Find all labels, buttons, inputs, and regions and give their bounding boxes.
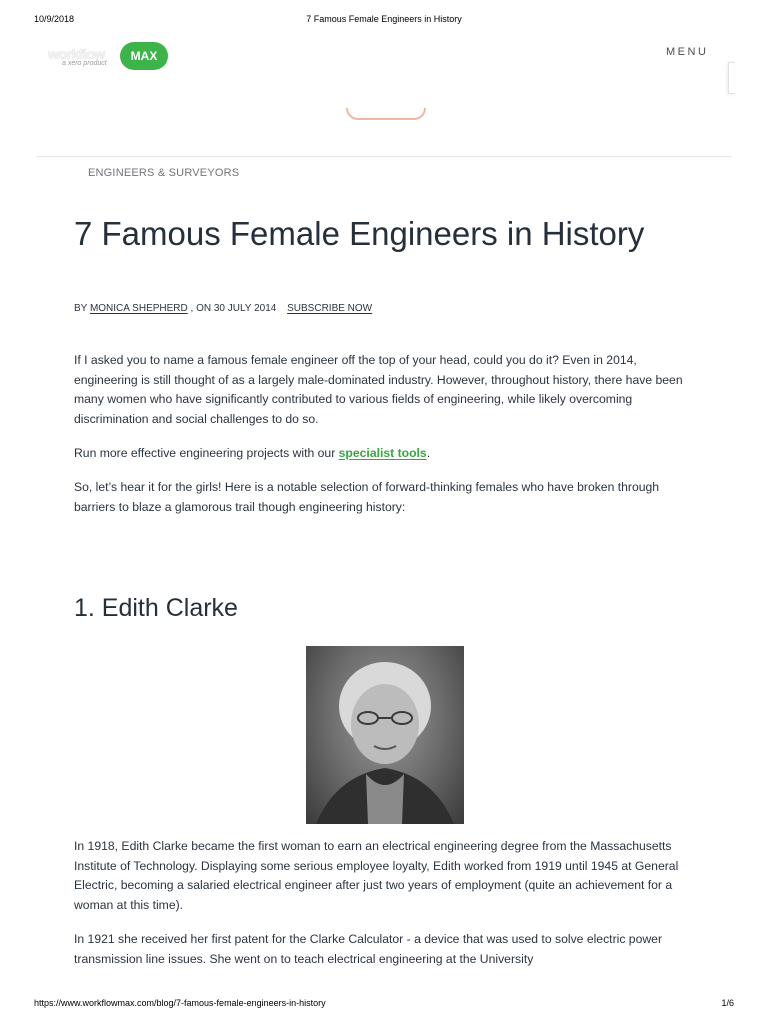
print-date: 10/9/2018 [34, 14, 75, 24]
logo-wordmark: workflow [48, 46, 105, 62]
article-title: 7 Famous Female Engineers in History [74, 215, 645, 252]
menu-button[interactable]: MENU [666, 46, 709, 58]
subscribe-pill-partial[interactable] [346, 108, 426, 120]
print-title: 7 Famous Female Engineers in History [306, 14, 462, 24]
byline-by: BY [74, 303, 88, 314]
edith-paragraph-1: In 1918, Edith Clarke became the first woman to earn an electrical engineering degree from the Massachusetts Institute of Technology. Displaying some serious employee loyalty, Edith worked from 1919 until 1945 at General Electric, becoming a salaried electrical engineer after just two years of employment (quite an achievement for a woman at this time). [74, 839, 679, 912]
logo-badge: MAX [120, 42, 168, 70]
specialist-tools-link[interactable]: specialist tools [338, 446, 427, 460]
promo-text: Run more effective engineering projects with our [74, 446, 339, 460]
portrait-illustration [306, 646, 464, 824]
promo-end: . [426, 446, 431, 460]
print-url: https://www.workflowmax.com/blog/7-famous-female-engineers-in-history [34, 998, 326, 1008]
category-link[interactable]: ENGINEERS & SURVEYORS [88, 167, 240, 179]
byline [74, 303, 372, 314]
author-link[interactable]: MONICA SHEPHERD [89, 303, 188, 314]
print-header [34, 14, 734, 26]
byline-date: , ON 30 JULY 2014 [190, 303, 277, 314]
edith-paragraph-2: In 1921 she received her first patent for the Clarke Calculator - a device that was used to solve electric power transmission line issues. She went on to teach electrical engineering at the University [74, 932, 663, 966]
print-footer [34, 998, 734, 1010]
subscribe-link[interactable]: SUBSCRIBE NOW [287, 303, 373, 314]
lead-paragraph: So, let’s hear it for the girls! Here is a notable selection of forward-thinking females who have broken through barriers to blaze a glamorous trail though engineering history: [74, 480, 660, 514]
section-heading-edith-clarke: 1. Edith Clarke [74, 594, 238, 622]
logo-tagline: a xero product [62, 60, 107, 67]
promo-paragraph [74, 444, 696, 464]
print-page-number: 1/6 [721, 998, 734, 1008]
side-drawer-tab[interactable] [728, 62, 735, 94]
intro-paragraph: If I asked you to name a famous female engineer off the top of your head, could you do it? Even in 2014, engineering is still thought of as a largely male-dominated industry. However, throughout history, there have been many women who have significantly contributed to various fields of engineering, while likely overcoming discrimination and social challenges to do so. [74, 353, 683, 426]
header-divider [36, 156, 732, 157]
edith-clarke-photo [306, 646, 464, 824]
